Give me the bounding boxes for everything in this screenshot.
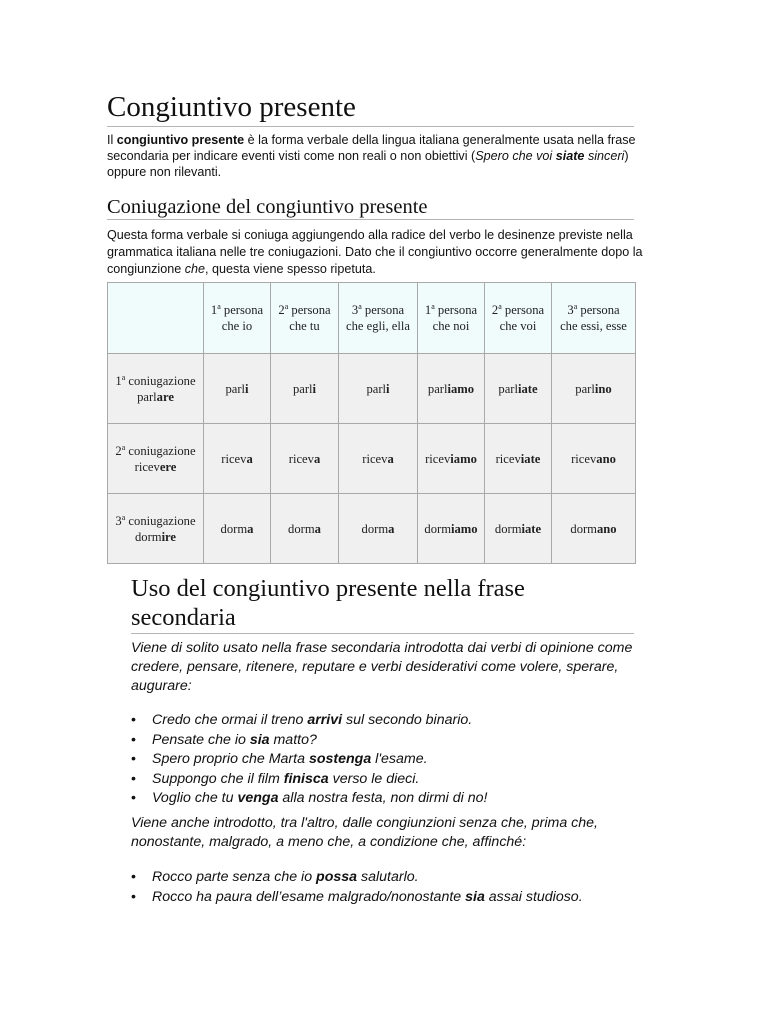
table-cell: riceva <box>339 424 418 494</box>
table-row <box>108 424 636 494</box>
intro-text: Il <box>107 133 117 147</box>
intro-example: Spero che voi <box>475 149 556 163</box>
bullet-icon: • <box>131 712 136 728</box>
bullet-icon: • <box>131 790 136 806</box>
paragraph-italic: che <box>184 262 206 276</box>
table-header-cell: 2$^a$ persona che tu <box>271 283 339 354</box>
bullet-icon: • <box>131 888 136 905</box>
table-cell: parliate <box>485 354 552 424</box>
table-header-cell: 1$^a$ persona che noi <box>418 283 485 354</box>
table-header-row <box>108 283 636 354</box>
intro-bold-term: congiuntivo presente <box>116 133 245 147</box>
bullet-icon: • <box>131 869 136 885</box>
bullet-icon: • <box>131 731 136 748</box>
table-row <box>108 354 636 424</box>
coniugazione-paragraph <box>107 227 667 278</box>
table-cell: dormiate <box>485 494 552 564</box>
intro-text: ) oppure non rilevanti. <box>107 149 629 179</box>
table-cell: parlino <box>552 354 636 424</box>
table-header-cell: 1$^a$ persona che io <box>204 283 271 354</box>
bullet-icon: • <box>131 770 136 787</box>
table-corner-cell <box>108 283 204 354</box>
conjugation-table <box>107 282 636 564</box>
list-item: • Credo che ormai il treno arrivi sul secondo binario. <box>131 711 487 731</box>
table-cell: parli <box>204 354 271 424</box>
list-item: • Pensate che io sia matto? <box>131 731 487 751</box>
section-heading-uso: Uso del congiuntivo presente nella frase secondaria <box>131 574 634 634</box>
table-cell: dorma <box>271 494 339 564</box>
list-item: • Suppongo che il film finisca verso le dieci. <box>131 770 487 790</box>
intro-text: è la forma verbale della lingua italiana generalmente usata nella frase secondaria per indicare eventi visti come non reali o non obiettivi ( <box>107 133 636 163</box>
table-cell: ricevano <box>552 424 636 494</box>
table-cell: riceviate <box>485 424 552 494</box>
list-item: • Rocco ha paura dell’esame malgrado/nonostante sia assai studioso. <box>131 888 583 908</box>
row-header-cell: 2$^a$ coniugazione ricevere <box>108 424 204 494</box>
table-cell: dorma <box>204 494 271 564</box>
page-title: Congiuntivo presente <box>107 88 634 127</box>
intro-example-verb: siate <box>555 149 585 163</box>
table-cell: parli <box>339 354 418 424</box>
table-header-cell: 3$^a$ persona che essi, esse <box>552 283 636 354</box>
paragraph-text: Questa forma verbale si coniuga aggiungendo alla radice del verbo le desinenze previste nella grammatica italiana nelle tre coniugazioni. Dato che il congiuntivo occorre generalmente dopo la congiunzione <box>107 228 643 276</box>
example-list-conjunctions <box>131 868 583 907</box>
table-cell: dormiamo <box>418 494 485 564</box>
table-cell: dorma <box>339 494 418 564</box>
table-cell: parliamo <box>418 354 485 424</box>
table-header-cell: 2$^a$ persona che voi <box>485 283 552 354</box>
table-cell: parli <box>271 354 339 424</box>
row-header-cell: 1$^a$ coniugazione parlare <box>108 354 204 424</box>
table-header-cell: 3$^a$ persona che egli, ella <box>339 283 418 354</box>
intro-paragraph <box>107 132 667 180</box>
congiunzioni-paragraph: Viene anche introdotto, tra l'altro, dalle congiunzioni senza che, prima che, nonostante, malgrado, a meno che, a condizione che, affinché: <box>131 815 598 850</box>
intro-example: sinceri <box>584 149 625 163</box>
row-header-cell: 3$^a$ coniugazione dormire <box>108 494 204 564</box>
table-cell: riceviamo <box>418 424 485 494</box>
example-list-verbs <box>131 711 487 809</box>
list-item: • Voglio che tu venga alla nostra festa, non dirmi di no! <box>131 789 487 809</box>
table-row <box>108 494 636 564</box>
list-item: • Rocco parte senza che io possa salutarlo. <box>131 868 583 888</box>
table-cell: riceva <box>271 424 339 494</box>
section-heading-coniugazione: Coniugazione del congiuntivo presente <box>107 195 634 220</box>
table-cell: riceva <box>204 424 271 494</box>
table-cell: dormano <box>552 494 636 564</box>
uso-intro-paragraph: Viene di solito usato nella frase secondaria introdotta dai verbi di opinione come credere, pensare, ritenere, reputare e verbi desiderativi come volere, sperare, augurare: <box>131 640 633 694</box>
list-item: • Spero proprio che Marta sostenga l'esame. <box>131 750 487 770</box>
paragraph-text: , questa viene spesso ripetuta. <box>205 262 376 276</box>
bullet-icon: • <box>131 751 136 767</box>
